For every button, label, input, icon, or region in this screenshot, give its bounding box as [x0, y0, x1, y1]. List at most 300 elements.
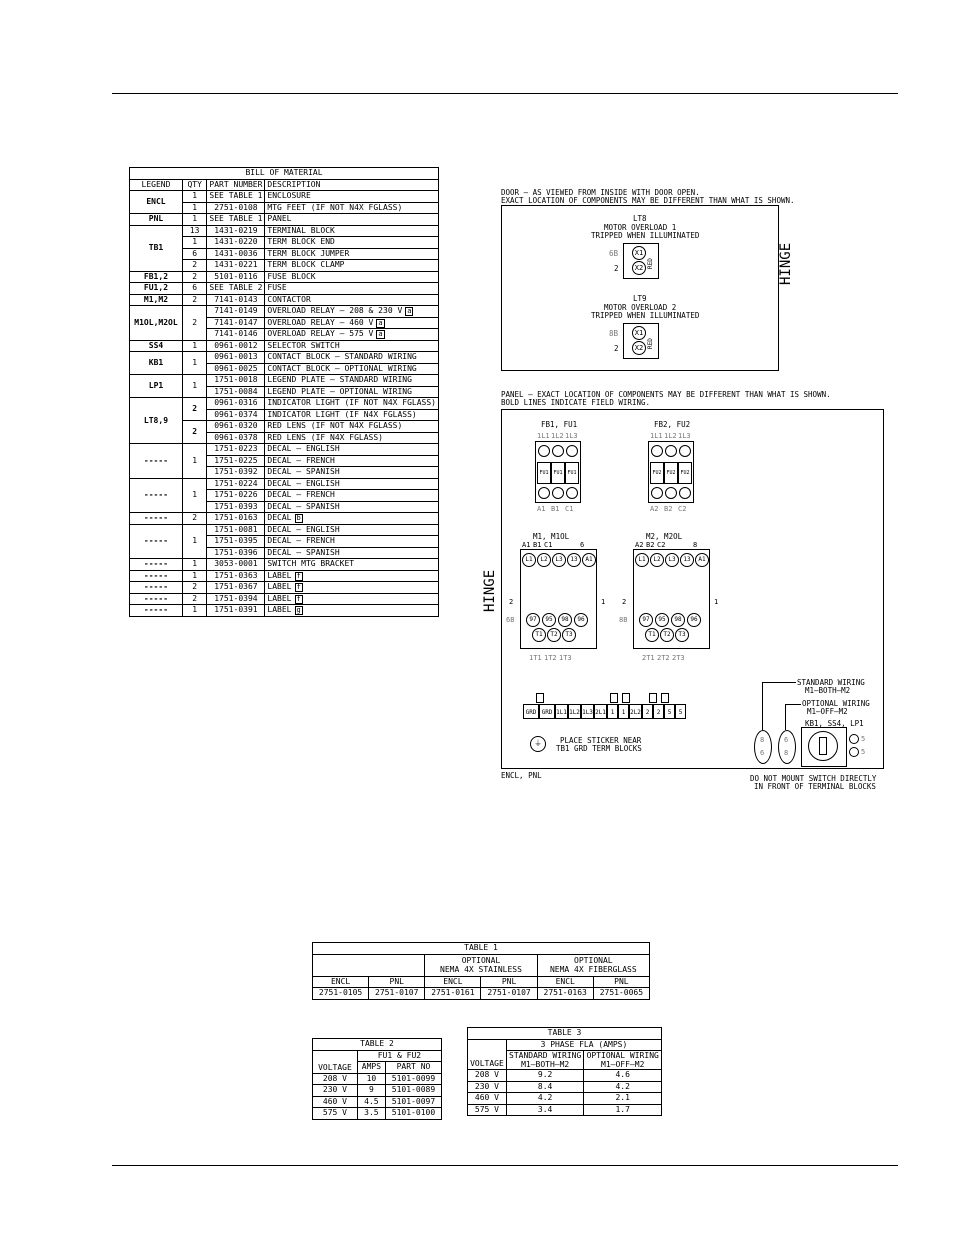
bom-qty: 1: [182, 570, 206, 582]
bom-part: 1751-0163: [207, 513, 265, 525]
bom-desc: [265, 329, 439, 341]
bom-desc: [265, 191, 439, 203]
bom-qty: 1: [182, 202, 206, 214]
table-1-blank: [313, 954, 425, 976]
bom-part: 7141-0143: [207, 294, 265, 306]
bom-header-cell: LEGEND: [130, 179, 183, 191]
bom-desc: [265, 202, 439, 214]
contactor-title: M1, M1OL: [533, 532, 570, 541]
contactor-bottom-label: 1T1: [529, 654, 542, 662]
bom-desc: [265, 363, 439, 375]
bom-desc: [265, 294, 439, 306]
bom-desc-text: CONTACTOR: [267, 294, 311, 304]
bom-note-tag: b: [296, 514, 301, 523]
bom-desc: [265, 501, 439, 513]
table-1-col-header: ENCL: [425, 976, 481, 988]
terminal-block: 1: [618, 704, 629, 719]
jumper-icon: [536, 693, 544, 703]
bom-row: [130, 283, 439, 295]
table-2-row: [313, 1085, 442, 1097]
bom-row: [130, 294, 439, 306]
bom-desc-text: CONTACT BLOCK – STANDARD WIRING: [267, 352, 417, 362]
bom-legend: LP1: [130, 375, 183, 398]
bom-qty: 2: [182, 260, 206, 272]
bom-qty: 1: [182, 559, 206, 571]
screw-terminal-icon: [665, 445, 677, 457]
light-id: LT9: [633, 294, 647, 303]
jumper-icon: [622, 693, 630, 703]
contactor-terminal-icon: L1: [635, 553, 649, 567]
overload-terminal-icon: 95: [542, 613, 556, 627]
screw-terminal-icon: [651, 445, 663, 457]
bom-legend: M1,M2: [130, 294, 183, 306]
bom-qty: 1: [182, 340, 206, 352]
table-1-optional-1: OPTIONAL: [461, 956, 501, 965]
contact-label: 6: [760, 749, 765, 757]
bom-part: 7141-0149: [207, 306, 265, 318]
contactor-top-label: B2: [646, 541, 655, 549]
table-1-col-header: PNL: [481, 976, 537, 988]
bom-desc: [265, 593, 439, 605]
bom-desc-text: DECAL: [267, 513, 292, 523]
fuse-bottom-label: C2: [678, 505, 687, 513]
bom-note-tag: a: [407, 307, 412, 316]
standard-wiring-label: STANDARD WIRING: [797, 678, 865, 687]
bom-legend: M1OL,M2OL: [130, 306, 183, 341]
contactor-side-left: 2: [509, 598, 514, 606]
bom-part: 7141-0146: [207, 329, 265, 341]
contactor-bottom-label: 2T1: [642, 654, 655, 662]
panel-note-1: PANEL – EXACT LOCATION OF COMPONENTS MAY BE DIFFERENT THAN WHAT IS SHOWN.: [501, 390, 831, 399]
terminal-x2-icon: X2: [632, 341, 646, 355]
terminal-block: 2: [653, 704, 664, 719]
table-1-title: TABLE 1: [313, 943, 650, 955]
bom-desc: [265, 524, 439, 536]
bom-part: 0961-0378: [207, 432, 265, 444]
door-note-2: EXACT LOCATION OF COMPONENTS MAY BE DIFFERENT THAN WHAT IS SHOWN.: [501, 196, 795, 205]
fuse-icon: FU1: [537, 462, 551, 484]
bom-desc: [265, 352, 439, 364]
bom-title: BILL OF MATERIAL: [130, 168, 439, 180]
bom-part: 0961-0316: [207, 398, 265, 410]
bom-part: 1431-0221: [207, 260, 265, 272]
contactor-bottom-label: 1T3: [559, 654, 572, 662]
bom-desc-text: PANEL: [267, 214, 292, 224]
table-2-cell: 460 V: [313, 1096, 358, 1108]
bom-part: 1431-0036: [207, 248, 265, 260]
bom-desc: [265, 271, 439, 283]
panel-footer-right-2: IN FRONT OF TERMINAL BLOCKS: [754, 782, 876, 791]
bom-desc: [265, 317, 439, 329]
fuse-top-label: 1L1: [650, 432, 663, 440]
bom-part: 1431-0219: [207, 225, 265, 237]
bom-note-tag: g: [296, 606, 301, 615]
table-3-cell: 4.6: [584, 1070, 662, 1082]
contact-label: 5: [861, 748, 866, 756]
bom-legend: TB1: [130, 225, 183, 271]
bom-part: 1751-0363: [207, 570, 265, 582]
terminal-x1-icon: X1: [632, 246, 646, 260]
contactor-top-label: 8: [693, 541, 698, 549]
bom-row: [130, 225, 439, 237]
ground-icon: ⏚: [530, 736, 546, 752]
table-2-cell: 5101-0097: [385, 1096, 441, 1108]
screw-terminal-icon: [552, 487, 564, 499]
bom-desc-text: SELECTOR SWITCH: [267, 340, 340, 350]
lens-color: RED: [647, 258, 654, 269]
table-2-cell: 5101-0089: [385, 1085, 441, 1097]
bill-of-material-table: [129, 167, 439, 617]
bom-desc: [265, 570, 439, 582]
table-2-cell: 3.5: [357, 1108, 385, 1120]
light-line-1: MOTOR OVERLOAD 2: [604, 303, 677, 312]
bom-desc: [265, 455, 439, 467]
screw-terminal-icon: [651, 487, 663, 499]
overload-terminal-icon: 96: [574, 613, 588, 627]
bom-legend: -----: [130, 593, 183, 605]
bom-desc: [265, 283, 439, 295]
terminal-block: 5: [675, 704, 686, 719]
contactor-terminal-icon: L2: [537, 553, 551, 567]
jumper-icon: [649, 693, 657, 703]
fuse-icon: FU1: [551, 462, 565, 484]
bom-legend: -----: [130, 559, 183, 571]
bom-row: [130, 398, 439, 410]
bom-desc-text: LEGEND PLATE – STANDARD WIRING: [267, 375, 412, 385]
bom-legend: ENCL: [130, 191, 183, 214]
bom-desc-text: FUSE: [267, 283, 287, 293]
bom-desc: [265, 444, 439, 456]
bom-row: [130, 605, 439, 617]
bom-header-cell: DESCRIPTION: [265, 179, 439, 191]
bom-row: [130, 513, 439, 525]
optional-wiring-sub: M1–OFF–M2: [807, 707, 848, 716]
load-terminal-icon: T2: [547, 628, 561, 642]
bom-qty: 6: [182, 248, 206, 260]
bom-legend: KB1: [130, 352, 183, 375]
leader-line: [785, 704, 786, 730]
bom-legend: -----: [130, 605, 183, 617]
bom-legend: -----: [130, 478, 183, 513]
bom-qty: 1: [182, 191, 206, 203]
contactor-terminal-icon: L3: [552, 553, 566, 567]
table-1-value: 2751-0161: [425, 988, 481, 1000]
table-2-amps-header: AMPS: [357, 1062, 385, 1074]
bom-row: [130, 570, 439, 582]
contact-label: 5: [861, 735, 866, 743]
table-2-cell: 5101-0100: [385, 1108, 441, 1120]
contactor-title: M2, M2OL: [646, 532, 683, 541]
bom-desc-text: MTG FEET (IF NOT N4X FGLASS): [267, 202, 403, 212]
contact-label: 8: [760, 736, 765, 744]
contactor-top-label: B1: [533, 541, 542, 549]
leader-line: [762, 682, 763, 730]
bom-desc-text: OVERLOAD RELAY – 575 V: [267, 329, 374, 339]
table-1-value: 2751-0105: [313, 988, 369, 1000]
bom-desc-text: CONTACT BLOCK – OPTIONAL WIRING: [267, 363, 417, 373]
bom-note-tag: f: [296, 571, 301, 580]
bom-desc-text: DECAL – FRENCH: [267, 490, 335, 500]
fuse-bottom-label: C1: [565, 505, 574, 513]
bom-desc-text: LABEL: [267, 593, 292, 603]
bom-part: 0961-0025: [207, 363, 265, 375]
bom-desc-text: DECAL – SPANISH: [267, 547, 340, 557]
bom-legend: -----: [130, 570, 183, 582]
contactor-terminal-icon: L1: [522, 553, 536, 567]
contactor-bottom-label: 2T3: [672, 654, 685, 662]
bom-qty: 2: [182, 582, 206, 594]
table-2-cell: 9: [357, 1085, 385, 1097]
table-3-cell: 1.7: [584, 1104, 662, 1116]
bom-desc-text: DECAL – ENGLISH: [267, 444, 340, 454]
bom-row: [130, 306, 439, 318]
lens-color: RED: [647, 338, 654, 349]
bom-legend: FU1,2: [130, 283, 183, 295]
bom-desc: [265, 547, 439, 559]
jumper-icon: [661, 693, 669, 703]
table-1-value: 2751-0065: [593, 988, 649, 1000]
table-1-col-header: ENCL: [313, 976, 369, 988]
bom-part: 1431-0220: [207, 237, 265, 249]
optional-wiring-label: OPTIONAL WIRING: [802, 699, 870, 708]
bom-part: 0961-0013: [207, 352, 265, 364]
bom-part: 1751-0224: [207, 478, 265, 490]
table-1: [312, 942, 650, 1000]
bom-desc: RED LENS (IF N4X FGLASS): [265, 432, 439, 444]
bom-legend: -----: [130, 513, 183, 525]
table-3: [467, 1027, 662, 1116]
bom-part: 1751-0392: [207, 467, 265, 479]
screw-terminal-icon: [538, 487, 550, 499]
bom-part: 1751-0391: [207, 605, 265, 617]
bom-qty: 2: [182, 421, 206, 444]
bom-desc: [265, 559, 439, 571]
bom-part: 0961-0320: [207, 421, 265, 433]
fuse-bottom-label: B2: [664, 505, 673, 513]
bom-row: [130, 593, 439, 605]
terminal-block: 2: [642, 704, 653, 719]
table-3-row: [468, 1093, 662, 1105]
table-3-cell: 575 V: [468, 1104, 507, 1116]
table-3-cell: 8.4: [506, 1081, 584, 1093]
header-rule: [112, 93, 898, 94]
bom-qty: 2: [182, 593, 206, 605]
light-line-1: MOTOR OVERLOAD 1: [604, 223, 677, 232]
contactor-top-label: C2: [657, 541, 666, 549]
bom-desc-text: DECAL – SPANISH: [267, 467, 340, 477]
contactor-top-label: 6: [580, 541, 585, 549]
panel-footer-left: ENCL, PNL: [501, 771, 542, 780]
bom-qty: 13: [182, 225, 206, 237]
leader-line: [785, 704, 801, 705]
bom-qty: 1: [182, 237, 206, 249]
bom-row: [130, 524, 439, 536]
contactor-terminal-icon: A1: [695, 553, 709, 567]
bom-desc: [265, 490, 439, 502]
bom-desc: [265, 386, 439, 398]
contactor-terminal-icon: L3: [665, 553, 679, 567]
overload-terminal-icon: 98: [558, 613, 572, 627]
bom-header-cell: PART NUMBER: [207, 179, 265, 191]
bom-desc-text: DECAL – SPANISH: [267, 501, 340, 511]
bom-desc: [265, 260, 439, 272]
bom-row: [130, 271, 439, 283]
bom-desc-text: LABEL: [267, 570, 292, 580]
terminal-block: 1L2: [568, 704, 581, 719]
terminal-block: GRD: [523, 704, 539, 719]
bom-desc-text: OVERLOAD RELAY – 208 & 230 V: [267, 306, 403, 316]
table-3-sub: 3 PHASE FLA (AMPS): [506, 1039, 661, 1051]
bom-part: SEE TABLE 2: [207, 283, 265, 295]
bom-desc-text: ENCLOSURE: [267, 191, 311, 201]
table-3-cell: 4.2: [506, 1093, 584, 1105]
bom-part: 1751-0084: [207, 386, 265, 398]
bom-desc-text: TERMINAL BLOCK: [267, 225, 335, 235]
light-wire-bottom: 2: [614, 264, 619, 273]
light-wire-top: 8B: [609, 329, 619, 338]
terminal-block: GRD: [539, 704, 555, 719]
table-3-row: [468, 1081, 662, 1093]
overload-terminal-icon: 95: [655, 613, 669, 627]
fuse-block-title: FB2, FU2: [654, 420, 691, 429]
bom-qty: 2: [182, 513, 206, 525]
load-terminal-icon: T3: [675, 628, 689, 642]
fuse-icon: FU1: [565, 462, 579, 484]
table-1-value: 2751-0107: [481, 988, 537, 1000]
bom-legend: SS4: [130, 340, 183, 352]
table-1-col-header: ENCL: [537, 976, 593, 988]
contact-terminal-icon: [849, 747, 859, 757]
table-3-cell: 4.2: [584, 1081, 662, 1093]
bom-desc: [265, 513, 439, 525]
table-3-cell: 3.4: [506, 1104, 584, 1116]
bom-legend: LT8,9: [130, 398, 183, 444]
fuse-bottom-label: A2: [650, 505, 659, 513]
bom-desc-text: FUSE BLOCK: [267, 271, 316, 281]
bom-desc: [265, 237, 439, 249]
bom-qty: 1: [182, 605, 206, 617]
sticker-note-1: PLACE STICKER NEAR: [560, 736, 642, 745]
table-1-value: 2751-0163: [537, 988, 593, 1000]
bom-desc: RED LENS (IF NOT N4X FGLASS): [265, 421, 439, 433]
contactor-side-right: 1: [714, 598, 719, 606]
bom-desc-text: TERM BLOCK END: [267, 237, 335, 247]
bom-legend: -----: [130, 444, 183, 479]
bom-row: [130, 340, 439, 352]
table-3-std: STANDARD WIRING: [509, 1051, 582, 1060]
overload-wire-label: 6B: [506, 616, 515, 624]
bom-row: [130, 478, 439, 490]
bom-qty: 1: [182, 444, 206, 479]
bom-desc-text: LEGEND PLATE – OPTIONAL WIRING: [267, 386, 412, 396]
terminal-block: 1L3: [581, 704, 594, 719]
bom-part: 1751-0367: [207, 582, 265, 594]
table-2-cell: 208 V: [313, 1073, 358, 1085]
contactor-terminal-icon: 13: [680, 553, 694, 567]
table-3-cell: 9.2: [506, 1070, 584, 1082]
fuse-top-label: 1L2: [664, 432, 677, 440]
load-terminal-icon: T2: [660, 628, 674, 642]
screw-terminal-icon: [538, 445, 550, 457]
contact-label: 6: [784, 736, 789, 744]
panel-hinge-label: HINGE: [482, 569, 498, 612]
screw-terminal-icon: [552, 445, 564, 457]
bom-part: SEE TABLE 1: [207, 191, 265, 203]
bom-desc: [265, 214, 439, 226]
bom-part: 7141-0147: [207, 317, 265, 329]
fuse-top-label: 1L1: [537, 432, 550, 440]
overload-terminal-icon: 96: [687, 613, 701, 627]
bom-part: 1751-0226: [207, 490, 265, 502]
fuse-icon: FU2: [678, 462, 692, 484]
bom-desc: [265, 375, 439, 387]
screw-terminal-icon: [566, 487, 578, 499]
bom-qty: 1: [182, 478, 206, 513]
bom-desc-text: DECAL – ENGLISH: [267, 478, 340, 488]
table-1-col-header: PNL: [369, 976, 425, 988]
overload-terminal-icon: 98: [671, 613, 685, 627]
fuse-bottom-label: B1: [551, 505, 560, 513]
bom-note-tag: a: [378, 318, 383, 327]
bom-part: 3053-0001: [207, 559, 265, 571]
bom-qty: 1: [182, 352, 206, 375]
jumper-icon: [610, 693, 618, 703]
bom-part: 1751-0225: [207, 455, 265, 467]
overload-terminal-icon: 97: [639, 613, 653, 627]
bom-header-cell: QTY: [182, 179, 206, 191]
switch-id-label: KB1, SS4, LP1: [805, 719, 864, 728]
bom-part: 2751-0108: [207, 202, 265, 214]
bom-title-row: [130, 168, 439, 180]
bom-row: [130, 375, 439, 387]
bom-legend: -----: [130, 582, 183, 594]
bom-part: 1751-0395: [207, 536, 265, 548]
bom-desc-text: LABEL: [267, 582, 292, 592]
bom-part: 1751-0081: [207, 524, 265, 536]
screw-terminal-icon: [679, 445, 691, 457]
table-2-part-header: PART NO: [385, 1062, 441, 1074]
bom-row: [130, 559, 439, 571]
bom-qty: 2: [182, 271, 206, 283]
bom-desc: [265, 467, 439, 479]
contactor-side-left: 2: [622, 598, 627, 606]
fuse-top-label: 1L3: [565, 432, 578, 440]
fuse-top-label: 1L3: [678, 432, 691, 440]
table-2: [312, 1038, 442, 1120]
table-3-opt-header: [584, 1051, 662, 1070]
table-3-cell: 2.1: [584, 1093, 662, 1105]
table-3-cell: 230 V: [468, 1081, 507, 1093]
table-3-std-header: [506, 1051, 584, 1070]
bom-part: 0961-0374: [207, 409, 265, 421]
bom-qty: 6: [182, 283, 206, 295]
bom-desc: [265, 582, 439, 594]
selector-handle-icon: [819, 737, 827, 755]
bom-note-tag: f: [296, 583, 301, 592]
contact-label: 8: [784, 749, 789, 757]
terminal-block: 5: [664, 704, 675, 719]
terminal-block: 1L1: [555, 704, 568, 719]
bom-legend: -----: [130, 524, 183, 559]
table-3-opt2: M1–OFF–M2: [601, 1060, 645, 1069]
table-1-fiberglass: NEMA 4X FIBERGLASS: [549, 965, 637, 974]
contact-terminal-icon: [849, 734, 859, 744]
terminal-block: 2L2: [629, 704, 642, 719]
bom-desc-text: LABEL: [267, 605, 292, 615]
bom-header-row: [130, 179, 439, 191]
fuse-top-label: 1L2: [551, 432, 564, 440]
contactor-terminal-icon: L2: [650, 553, 664, 567]
